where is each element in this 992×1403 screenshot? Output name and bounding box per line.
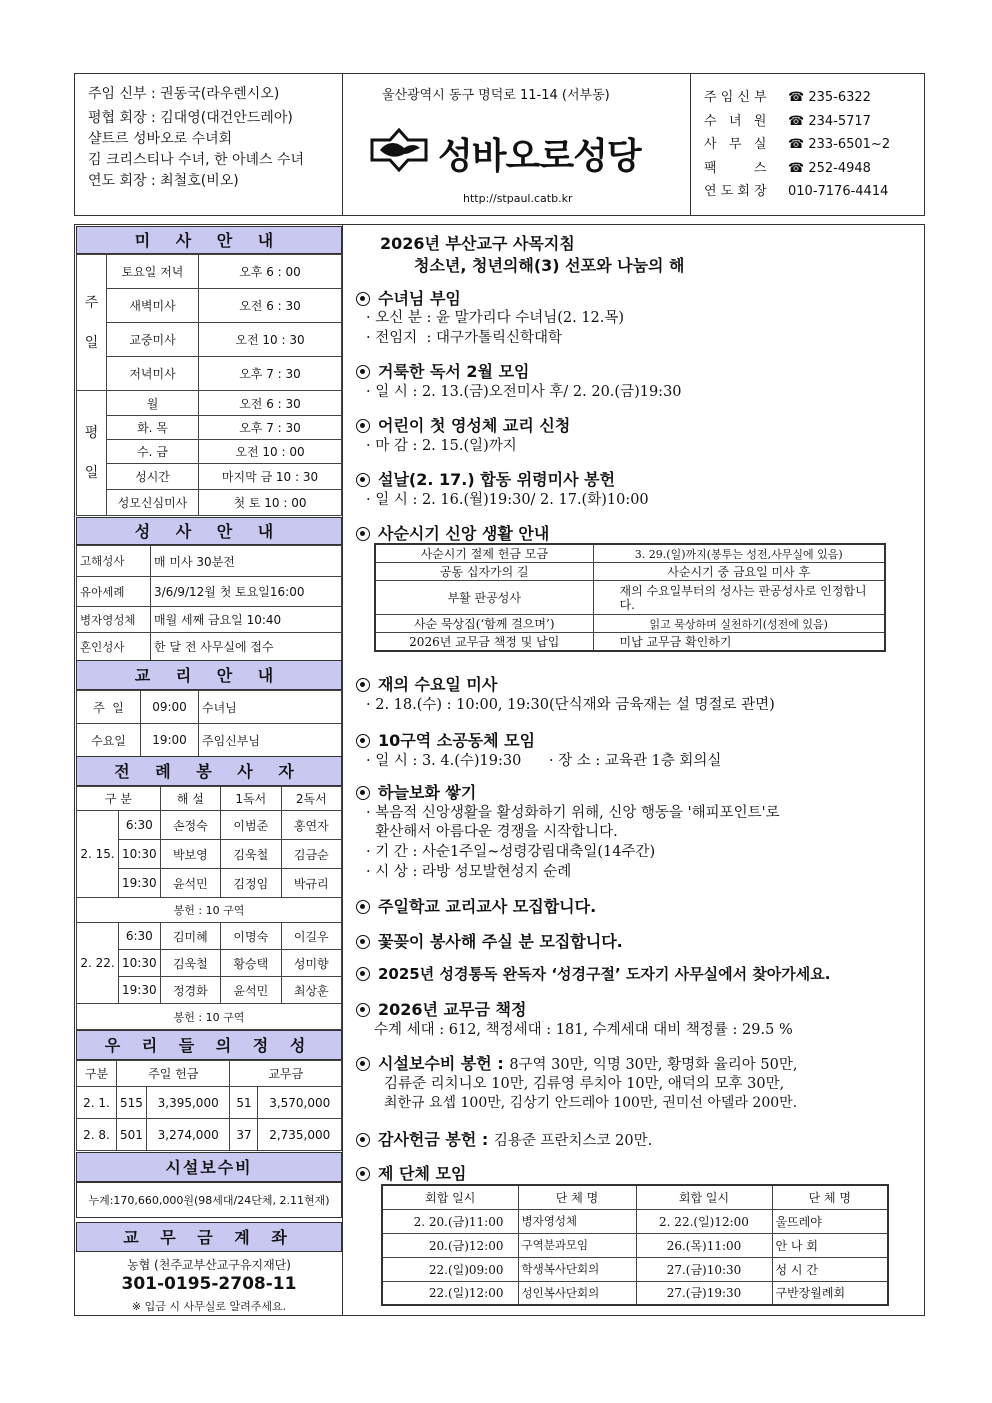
contact-row: 사 무 실 ☎ 233-6501~2 [704, 137, 891, 152]
header-divider-left [342, 73, 343, 216]
bullet-icon [356, 900, 370, 914]
groups-table: 회합 일시 단 체 명 회합 일시 단 체 명 2. 20.(금)11:00 병자영성체 2. 22.(일)12:00 울뜨레야 20.(금)12:00 구역분과모임 26.(목)11:00 안 나 회 22.(일)09:00 학생복사단회의 27.(금)10:30 성 시 간 22.(일)12:00 성인복사단회의 27.(금)19:30 구반장월례회 [381, 1184, 889, 1306]
pastoral-line2: 청소년, 청년의해(3) 선포와 나눔의 해 [414, 256, 685, 275]
website-url[interactable]: http://stpaul.catb.kr [463, 192, 573, 205]
facility-title: 시설보수비 [76, 1152, 342, 1182]
account-title: 교 무 금 계 좌 [76, 1222, 342, 1252]
notice-bouquet-title: 하늘보화 쌓기 [356, 780, 476, 803]
notice-teacher-title: 주일학교 교리교사 모집합니다. [356, 894, 596, 917]
notice-reading-title: 거룩한 독서 2월 모임 [356, 359, 530, 382]
priest-line: 주임 신부 : 권동국(라우렌시오) [88, 86, 280, 102]
phone-icon: ☎ [788, 90, 805, 105]
account-note: ※ 입금 시 사무실로 알려주세요. [131, 1300, 287, 1313]
bullet-icon [356, 527, 370, 541]
lent-table: 사순시기 절제 헌금 모금 3. 29.(일)까지(봉투는 성전,사무실에 있음) 공동 십자가의 길 사순시기 중 금요일 미사 후 부활 판공성사 재의 수요일부터의 성사는 판공성사로 인정합니다. 사순 묵상집(‘함께 걸으며’) 읽고 묵상하며 실천하기(성전에 있음) 2026년 교무금 책정 및 납입 미납 교무금 확인하기 [374, 543, 886, 652]
notice-lent-title: 사순시기 신앙 생활 안내 [356, 521, 549, 544]
mass-table: 주일 토요일 저녁 오후 6 : 00 새벽미사 오전 6 : 30 교중미사 오전 10 : 30 저녁미사 오후 7 : 30 평일 월 오전 6 : 30 화. 목 오후 7 : 30 수. 금 오전 10 : 00 성시간 마지막 금 10 : 30 성모신심미사 첫 토 10 : 00 [76, 254, 342, 516]
bullet-icon [356, 473, 370, 487]
account-bank: 농협 (천주교부산교구유지재단) [127, 1258, 291, 1272]
bullet-icon [356, 1167, 370, 1181]
contact-row: 수 녀 원 ☎ 234-5717 [704, 113, 871, 129]
bullet-icon [356, 678, 370, 692]
bullet-icon [356, 1133, 370, 1147]
account-number: 301-0195-2708-11 [121, 1274, 297, 1294]
clergy-info [88, 84, 338, 192]
offerings-table: 구분 주일 헌금 교무금 2. 1. 515 3,395,000 51 3,570,000 2. 8. 501 3,274,000 37 2,735,000 [76, 1060, 342, 1151]
bullet-icon [356, 365, 370, 379]
notice-flower-title: 꽃꽂이 봉사해 주실 분 모집합니다. [356, 929, 623, 952]
sacraments-table: 고해성사 매 미사 30분전 유아세례 3/6/9/12월 첫 토요일16:00 병자영성체 매월 세째 금요일 10:40 혼인성사 한 달 전 사무실에 접수 [76, 545, 342, 661]
contact-row: 연 도 회 장 010-7176-4414 [704, 184, 889, 199]
bullet-icon [356, 786, 370, 800]
bullet-icon [356, 967, 370, 981]
facility-total: 누계:170,660,000원(98세대/24단체, 2.11현재) [76, 1182, 342, 1218]
mass-title: 미 사 안 내 [76, 226, 342, 254]
phone-icon: ☎ [788, 137, 805, 152]
bullet-icon [356, 419, 370, 433]
sacraments-title: 성 사 안 내 [76, 517, 342, 545]
pastoral-line1: 2026년 부산교구 사목지침 [380, 234, 575, 253]
notice-district-title: 10구역 소공동체 모임 [356, 728, 535, 751]
sunday-label: 주일 [77, 255, 107, 391]
header-divider-right [690, 73, 691, 216]
contact-row: 주 임 신 부 ☎ 235-6322 [704, 90, 871, 105]
notice-thanks-title: 감사헌금 봉헌 : 김용준 프란치스코 20만. [356, 1127, 652, 1150]
bullet-icon [356, 292, 370, 306]
servers-table: 구 분 해 설 1독서 2독서 2. 15. 6:30 손정숙 이범준 홍연자 10:30 박보영 김욱철 김금순 19:30 윤석민 김정임 박규리 봉헌 : 10 구역 2. 22. 6:30 김미혜 이명숙 이길우 10:30 김욱철 황승택 성미향 19:30 정경화 윤석민 최상훈 봉헌 : 10 구역 [76, 786, 342, 1030]
dove-logo-icon [364, 126, 434, 174]
bullet-icon [356, 935, 370, 949]
notice-newyear-title: 설날(2. 17.) 합동 위령미사 봉헌 [356, 467, 615, 490]
youth-line: 연도 회장 : 최철호(비오) [88, 173, 239, 189]
church-logo [364, 126, 434, 174]
address: 울산광역시 동구 명덕로 11-14 (서부동) [382, 88, 610, 103]
bullet-icon [356, 1003, 370, 1017]
notice-groups-title: 제 단체 모임 [356, 1161, 466, 1184]
church-name: 성바오로성당 [438, 136, 641, 177]
catechism-title: 교 리 안 내 [76, 660, 342, 690]
contact-list [704, 86, 919, 204]
phone-icon: ☎ [788, 160, 805, 176]
notice-communion-title: 어린이 첫 영성체 교리 신청 [356, 413, 570, 436]
bullet-icon [356, 1057, 370, 1071]
notice-ash-title: 재의 수요일 미사 [356, 672, 497, 695]
phone-icon: ☎ [788, 113, 805, 129]
weekday-label: 평일 [77, 391, 107, 516]
sisters-title: 샬트르 성바오로 수녀회 [88, 131, 233, 147]
notice-bible-title: 2025년 성경통독 완독자 ‘성경구절’ 도자기 사무실에서 찾아가세요. [356, 963, 830, 984]
servers-title: 전 례 봉 사 자 [76, 756, 342, 786]
notice-nun-title: 수녀님 부임 [356, 286, 461, 309]
sisters-line: 김 크리스티나 수녀, 한 아녜스 수녀 [88, 152, 305, 168]
council-line: 평협 회장 : 김대영(대건안드레아) [88, 110, 293, 126]
contact-row: 팩 스 ☎ 252-4948 [704, 160, 871, 176]
notice-donation-title: 시설보수비 봉헌 : 8구역 30만, 익명 30만, 황명화 율리아 50만, [356, 1051, 797, 1074]
notice-tithe-title: 2026년 교무금 책정 [356, 997, 526, 1020]
offerings-title: 우 리 들 의 정 성 [76, 1030, 342, 1060]
catechism-table: 주 일 09:00 수녀님 수요일 19:00 주임신부님 [76, 690, 342, 757]
main-divider [342, 224, 343, 1316]
bullet-icon [356, 734, 370, 748]
